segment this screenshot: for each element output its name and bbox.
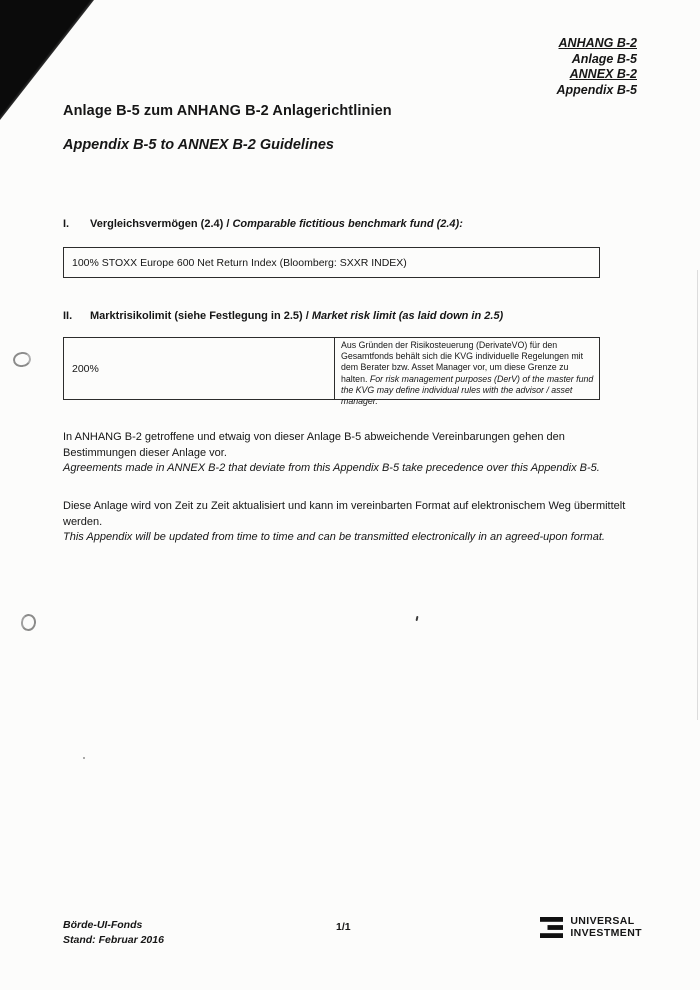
risk-note-english: For risk management purposes (DerV) of the master fund the KVG may define individual rules with the advisor / asset manager. [341, 373, 594, 407]
page-number: 1/1 [336, 921, 351, 933]
section1-number: I. [63, 218, 70, 230]
section2-title-english: Market risk limit (as laid down in 2.5) [311, 310, 504, 322]
section1-heading [63, 218, 463, 230]
ref-anhang-b2: ANHANG B-2 [558, 36, 637, 50]
scan-speck [83, 757, 85, 759]
hole-punch-mark [12, 351, 32, 369]
paragraph-update-german: Diese Anlage wird von Zeit zu Zeit aktualisiert und kann im vereinbarten Format auf elektronischem Weg übermittelt werden. [63, 500, 626, 528]
section1-title [90, 218, 463, 230]
risk-limit-value: 200% [64, 338, 335, 399]
paragraph-precedence-german: In ANHANG B-2 getroffene und etwaig von dieser Anlage B-5 abweichende Vereinbarungen gehen den Bestimmungen dieser Anlage vor. [63, 431, 565, 459]
company-name [570, 916, 642, 939]
paragraph-update-english: This Appendix will be updated from time to time and can be transmitted electronically in an agreed-upon format. [63, 531, 605, 543]
paragraph-precedence [63, 430, 635, 477]
section2-title-german: Marktrisikolimit (siehe Festlegung in 2.5) / [90, 310, 312, 322]
paragraph-update [63, 499, 635, 546]
title-english: Appendix B-5 to ANNEX B-2 Guidelines [63, 137, 334, 153]
risk-limit-box [63, 337, 600, 407]
header-references [556, 36, 637, 98]
section1-title-german: Vergleichsvermögen (2.4) / [90, 218, 233, 230]
benchmark-box [63, 247, 600, 278]
hole-punch-mark [20, 613, 37, 632]
footer-fund-info [63, 918, 164, 947]
ref-annex-b2: ANNEX B-2 [569, 67, 637, 81]
company-name-line2: INVESTMENT [570, 926, 642, 939]
risk-note-german: Aus Gründen der Risikosteuerung (DerivateVO) für den Gesamtfonds behält sich die KVG individuelle Regelungen mit dem Berater bzw. Asset Manager vor, um diese Grenze zu halten. [341, 340, 584, 384]
scan-speck [416, 616, 419, 621]
section1-title-english: Comparable fictitious benchmark fund (2.4): [232, 218, 463, 230]
document-date: Stand: Februar 2016 [63, 933, 164, 946]
section2-title [90, 310, 503, 322]
scan-edge-line [697, 270, 698, 720]
ref-appendix-b5: Appendix B-5 [556, 82, 637, 97]
section2-number: II. [63, 310, 73, 322]
section2-heading [63, 310, 503, 322]
risk-limit-note [335, 338, 599, 407]
company-logo [539, 916, 642, 939]
company-name-line1: UNIVERSAL [570, 915, 635, 927]
paragraph-precedence-english: Agreements made in ANNEX B-2 that deviate from this Appendix B-5 take precedence over this Appendix B-5. [63, 462, 600, 474]
ref-anlage-b5: Anlage B-5 [571, 51, 637, 66]
benchmark-value: 100% STOXX Europe 600 Net Return Index (Bloomberg: SXXR INDEX) [72, 256, 407, 269]
universal-investment-logo-icon [539, 916, 564, 939]
title-german: Anlage B-5 zum ANHANG B-2 Anlagerichtlinien [63, 103, 392, 119]
fund-name: Börde-UI-Fonds [63, 919, 143, 931]
